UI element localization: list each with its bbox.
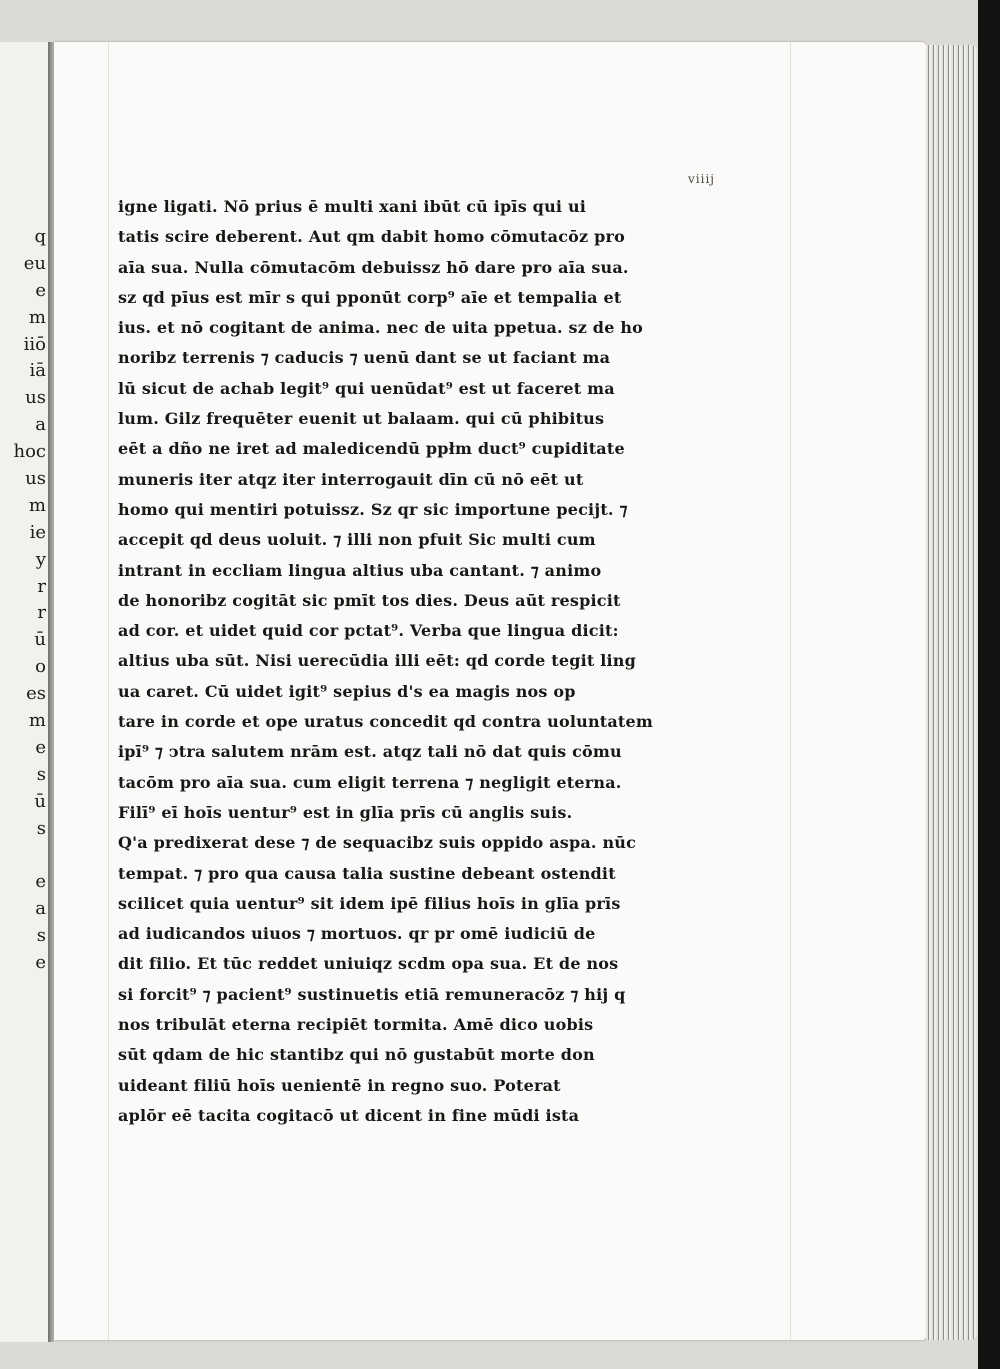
text-line: noribz terrenis ⁊ caducis ⁊ uenū dant se ut faciant ma	[118, 348, 611, 368]
left-page-fragment: r	[37, 602, 46, 624]
left-page-fragment: e	[35, 871, 46, 893]
left-page-fragment: m	[28, 710, 46, 732]
left-page-fragment: a	[35, 898, 46, 920]
text-line: dit filio. Et tūc reddet uniuiqz scdm opa sua. Et de nos	[118, 954, 619, 974]
text-line: accepit qd deus uoluit. ⁊ illi non pfuit Sic multi cum	[118, 530, 596, 550]
text-line: tatis scire deberent. Aut qm dabit homo cōmutacōz pro	[118, 227, 625, 247]
text-line: sūt qdam de hic stantibz qui nō gustabūt morte don	[118, 1045, 595, 1065]
ruling-line-left	[108, 42, 109, 1340]
manuscript-text-block	[118, 192, 778, 1131]
left-page-fragment: hoc	[13, 441, 46, 463]
text-line: lum. Gilz frequēter euenit ut balaam. qui cū phibitus	[118, 409, 605, 429]
text-line: tacōm pro aīa sua. cum eligit terrena ⁊ negligit eterna.	[118, 772, 622, 792]
text-line: eēt a dño ne iret ad maledicendū ppłm duct⁹ cupiditate	[118, 439, 625, 459]
ruling-line-right	[790, 42, 791, 1340]
scanner-edge	[978, 0, 1000, 1369]
left-page-fragment: o	[35, 656, 46, 678]
text-line: aīa sua. Nulla cōmutacōm debuissz hō dare pro aīa sua.	[118, 257, 629, 277]
left-page-fragment: r	[37, 575, 46, 597]
left-page-fragment: s	[36, 817, 46, 839]
left-page-fragment: ie	[29, 521, 46, 543]
text-line: tempat. ⁊ pro qua causa talia sustine debeant ostendit	[118, 863, 616, 883]
left-page-fragment: e	[35, 736, 46, 758]
left-page-fragment: iā	[29, 360, 46, 382]
text-line: lū sicut de achab legit⁹ qui uenūdat⁹ est ut faceret ma	[118, 378, 615, 398]
text-line: intrant in eccliam lingua altius uba cantant. ⁊ animo	[118, 560, 602, 580]
left-page-fragment: m	[28, 494, 46, 516]
text-line: scilicet quia uentur⁹ sit idem ipē filius hoīs in glīa prīs	[118, 893, 621, 913]
text-line: uideant filiū hoīs uenientē in regno suo. Poterat	[118, 1075, 561, 1095]
left-page-fragment	[2, 842, 46, 869]
text-line: igne ligati. Nō prius ē multi xani ibūt cū ipīs qui ui	[118, 197, 587, 216]
left-page-fragment: us	[25, 387, 46, 409]
left-page-fragment: s	[36, 925, 46, 947]
text-line: nos tribulāt eterna recipiēt tormita. Amē dico uobis	[118, 1015, 594, 1035]
left-page-fragment: e	[35, 952, 46, 974]
text-line: de honoribz cogitāt sic pmīt tos dies. Deus aūt respicit	[118, 590, 621, 610]
left-page-text-fragments	[2, 224, 46, 977]
left-page-fragment: e	[35, 279, 46, 301]
text-line: ius. et nō cogitant de anima. nec de uita ppetua. sz de ho	[118, 318, 644, 338]
left-page-fragment: q	[34, 226, 46, 247]
left-page	[0, 42, 49, 1342]
left-page-fragment: s	[36, 763, 46, 785]
text-line: ua caret. Cū uidet igit⁹ sepius d's ea magis nos op	[118, 681, 576, 701]
left-page-fragment: y	[35, 548, 46, 570]
text-line: Q'a predixerat dese ⁊ de sequacibz suis oppido aspa. nūc	[118, 833, 637, 853]
text-line: ad cor. et uidet quid cor pctat⁹. Verba que lingua dicit:	[118, 621, 619, 641]
text-line: tare in corde et ope uratus concedit qd contra uoluntatem	[118, 712, 654, 732]
text-line: muneris iter atqz iter interrogauit dīn cū nō eēt ut	[118, 469, 584, 489]
text-line: ad iudicandos uiuos ⁊ mortuos. qr pr omē iudiciū de	[118, 924, 596, 944]
text-line: aplōr eē tacita cogitacō ut dicent in fine mūdi ista	[118, 1105, 580, 1125]
left-page-fragment: iiō	[23, 333, 46, 355]
text-line: altius uba sūt. Nisi uerecūdia illi eēt: qd corde tegit ling	[118, 651, 637, 671]
text-line: ipī⁹ ⁊ ↄtra salutem nrām est. atqz tali nō dat quis cōmu	[118, 742, 622, 762]
folio-number: viiij	[688, 172, 716, 186]
left-page-fragment: ū	[34, 790, 46, 812]
left-page-fragment: m	[28, 306, 46, 328]
left-page-fragment: es	[26, 683, 46, 705]
left-page-fragment: ū	[34, 629, 46, 651]
left-page-fragment: us	[25, 468, 46, 490]
text-line: si forcit⁹ ⁊ pacient⁹ sustinuetis etiā remuneracōz ⁊ hij q	[118, 984, 626, 1004]
left-page-fragment: eu	[23, 252, 46, 274]
left-page-fragment: a	[35, 414, 46, 436]
text-line: Filī⁹ eī hoīs uentur⁹ est in glīa prīs cū anglis suis.	[118, 802, 573, 822]
page-edges	[926, 45, 978, 1340]
text-line: sz qd pīus est mīr s qui pponūt corp⁹ aīe et tempalia et	[118, 287, 622, 307]
text-line: homo qui mentiri potuissz. Sz qr sic importune pecijt. ⁊	[118, 499, 628, 519]
